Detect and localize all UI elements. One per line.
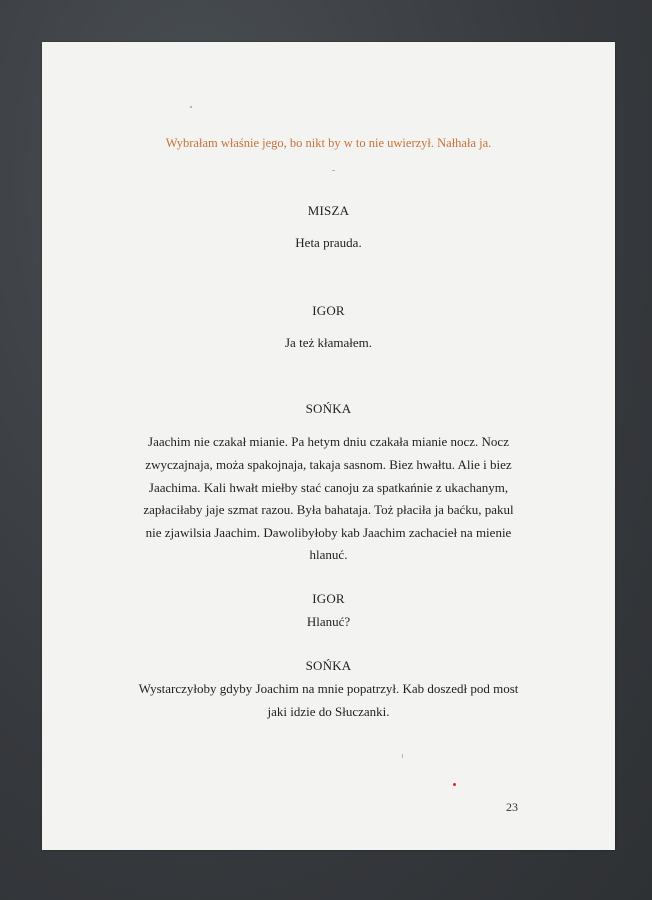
- marker-dot: [453, 783, 456, 786]
- dialogue-line: hlanuć.: [309, 547, 348, 562]
- dust-speck: [332, 170, 335, 171]
- dialogue-line: Ja też kłamałem.: [285, 335, 372, 350]
- dialogue-line: Heta prauda.: [295, 235, 362, 250]
- speaker-igor: IGOR: [312, 303, 345, 318]
- dust-speck: [190, 106, 192, 108]
- dialogue-line: Jaachima. Kali hwałt miełby stać canoju za spatkańnie z ukachanym,: [148, 480, 509, 495]
- dialogue-line: Hlanuć?: [306, 614, 351, 629]
- script-page: [42, 42, 615, 850]
- dialogue-line: zwyczajnaja, moża spakojnaja, takaja sasnom. Biez hwałtu. Alie i biez: [145, 457, 512, 472]
- speaker-sonka: SOŃKA: [305, 658, 352, 673]
- intro-line: Wybrałam właśnie jego, bo nikt by w to nie uwierzył. Nałhała ja.: [165, 136, 492, 150]
- dialogue-line: nie zjawilsia Jaachim. Dawolibyłoby kab Jaachim zachacieł na mienie: [145, 525, 512, 540]
- speaker-sonka: SOŃKA: [305, 401, 352, 416]
- dialogue-line: Wystarczyłoby gdyby Joachim na mnie popatrzył. Kab doszedł pod most: [138, 681, 519, 696]
- page-number: 23: [506, 800, 518, 814]
- dialogue-line: zapłaciłaby jaje szmat razou. Była bahataja. Toż płaciła ja baćku, pakul: [143, 502, 514, 517]
- dust-speck: [402, 754, 403, 758]
- dialogue-line: Jaachim nie czakał mianie. Pa hetym dniu czakała mianie nocz. Nocz: [148, 434, 509, 449]
- speaker-misza: MISZA: [307, 203, 350, 218]
- speaker-igor: IGOR: [312, 591, 345, 606]
- dialogue-line: jaki idzie do Słuczanki.: [267, 704, 390, 719]
